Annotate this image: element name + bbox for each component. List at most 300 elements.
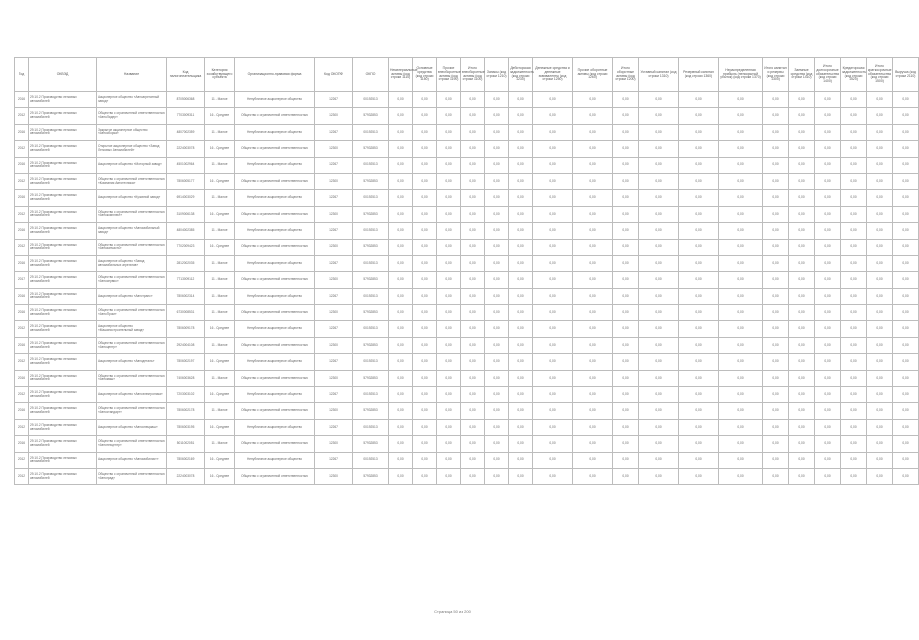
table-cell: Акционерное общество «Кузовной завод» [97,190,167,206]
table-row [15,468,919,484]
table-cell: Открытое акционерное общество «Завод Легковых Автомобилей» [97,141,167,157]
table-cell: 0,00 [679,92,719,108]
table-row [15,206,919,222]
table-cell: 0,00 [763,223,789,239]
table-cell: Непубличное акционерное общество [235,190,315,206]
table-cell: 0,00 [679,124,719,140]
table-cell: Акционерное общество «Автодеталь» [97,354,167,370]
table-cell: 7806002314 [167,288,205,304]
table-cell: 0,00 [413,321,437,337]
table-cell: Непубличное акционерное общество [235,157,315,173]
table-cell: 0,00 [763,239,789,255]
column-header: Итого внеоборотные активы (код строки 1100) [461,58,485,92]
table-cell: 0,00 [509,255,533,271]
table-cell: 0,00 [573,452,613,468]
table-cell: Общество с ограниченной ответственностью «АвтоПром» [97,305,167,321]
table-cell: 12267 [315,288,353,304]
table-cell: 29.10.2 Производство легковых автомобилей [29,387,97,403]
table-cell: 0,00 [841,337,867,353]
table-cell: 16 - Среднее [205,321,235,337]
table-cell: 0,00 [413,108,437,124]
table-cell: 12300 [315,436,353,452]
table-cell: 0,00 [389,288,413,304]
table-cell: 0,00 [719,141,763,157]
table-cell: 57932853 [353,173,389,189]
table-cell: Общество с ограниченной ответственностью [235,108,315,124]
table-cell: 0,00 [893,173,919,189]
table-cell: 0,00 [389,157,413,173]
table-cell: 12300 [315,403,353,419]
table-cell: 0,00 [639,370,679,386]
table-cell: 0,00 [389,452,413,468]
table-cell: 0,00 [893,354,919,370]
table-cell: Общество с ограниченной ответственностью [235,337,315,353]
table-cell: 0,00 [867,157,893,173]
table-cell: Акционерное общество «Машиностроительный завод» [97,321,167,337]
table-row [15,108,919,124]
table-cell: 0,00 [509,337,533,353]
table-cell: 29.10.2 Производство легковых автомобилей [29,223,97,239]
table-cell: 0,00 [573,108,613,124]
table-cell: 0,00 [533,272,573,288]
table-cell: 0,00 [509,124,533,140]
table-cell: 0,00 [763,419,789,435]
table-cell: 4804002385 [167,223,205,239]
table-cell: 0,00 [485,419,509,435]
table-cell: 0,00 [893,92,919,108]
table-cell: 0,00 [841,272,867,288]
table-cell: 0,00 [719,354,763,370]
table-cell: 0,00 [573,255,613,271]
table-cell: 2012 [15,239,29,255]
table-cell: 0,00 [533,403,573,419]
table-row [15,141,919,157]
table-cell: 0,00 [639,403,679,419]
table-cell: 0,00 [437,157,461,173]
table-cell: 7806005177 [167,173,205,189]
table-cell: 0,00 [639,387,679,403]
table-cell: 12300 [315,173,353,189]
table-cell: 0,00 [389,92,413,108]
table-cell: 0,00 [533,288,573,304]
table-cell: 0,00 [893,436,919,452]
table-cell: 0,00 [789,337,815,353]
table-cell: 0,00 [639,108,679,124]
table-cell: 0,00 [389,272,413,288]
table-cell: 0,00 [509,436,533,452]
table-cell: 57932853 [353,239,389,255]
table-cell: 0,00 [893,288,919,304]
table-cell: 0,00 [389,305,413,321]
table-cell: 0,00 [461,190,485,206]
table-cell: 4807002359 [167,124,205,140]
table-cell: 0,00 [413,223,437,239]
table-cell: 0,00 [573,288,613,304]
table-cell: 0,00 [789,223,815,239]
table-cell: 0,00 [841,157,867,173]
table-cell: 0,00 [437,108,461,124]
table-cell: 57932853 [353,272,389,288]
table-row [15,223,919,239]
table-cell: Общество с ограниченной ответственностью [235,403,315,419]
table-cell: Общество с ограниченной ответственностью [235,370,315,386]
table-cell: 12267 [315,387,353,403]
table-cell: 12267 [315,354,353,370]
table-cell: 0,00 [437,173,461,189]
table-cell: 8705006368 [167,92,205,108]
table-cell: 2016 [15,436,29,452]
table-cell: 2012 [15,108,29,124]
table-cell: 0,00 [613,92,639,108]
table-cell: 57932853 [353,206,389,222]
table-cell: 0,00 [815,173,841,189]
table-cell: 0,00 [613,272,639,288]
table-cell: 0,00 [815,206,841,222]
table-cell: 7703009311 [167,108,205,124]
table-cell: 0,00 [679,272,719,288]
table-cell: Акционерное общество «Моторный завод» [97,157,167,173]
table-cell: 29.10.2 Производство легковых автомобилей [29,436,97,452]
table-cell: 57932853 [353,141,389,157]
table-cell: 00192513 [353,321,389,337]
table-cell: 6914003029 [167,190,205,206]
table-cell: 2016 [15,337,29,353]
table-cell: 0,00 [841,173,867,189]
table-cell: 0,00 [389,255,413,271]
table-cell: Акционерное общество «Автомобильный завод» [97,223,167,239]
header-row [15,58,919,92]
table-cell: 16 - Среднее [205,108,235,124]
data-table [14,57,919,485]
table-cell: 0,00 [639,419,679,435]
table-cell: 16 - Среднее [205,452,235,468]
table-cell: 29.10.2 Производство легковых автомобилей [29,305,97,321]
table-cell: 0,00 [867,223,893,239]
table-cell: 0,00 [613,173,639,189]
table-cell: 0,00 [763,370,789,386]
table-cell: 0,00 [763,108,789,124]
table-cell: 0,00 [639,190,679,206]
table-cell: Общество с ограниченной ответственностью «Автосервис» [97,272,167,288]
column-header: Итого краткосрочные обязательства (код строки 1500) [867,58,893,92]
table-cell: 2016 [15,92,29,108]
table-cell: 0,00 [613,403,639,419]
table-cell: 29.10.2 Производство легковых автомобилей [29,337,97,353]
table-cell: 0,00 [533,223,573,239]
table-cell: 0,00 [413,206,437,222]
table-cell: 0,00 [509,354,533,370]
table-cell: 12300 [315,370,353,386]
table-cell: 0,00 [413,239,437,255]
table-cell: 0,00 [485,173,509,189]
table-cell: 0,00 [509,419,533,435]
table-cell: 0,00 [893,255,919,271]
table-cell: 0,00 [867,206,893,222]
table-cell: 0,00 [437,387,461,403]
table-cell: 0,00 [573,436,613,452]
table-cell: 2016 [15,190,29,206]
table-cell: 0,00 [485,436,509,452]
table-cell: 0,00 [413,387,437,403]
table-cell: 11 - Малое [205,305,235,321]
table-cell: 2016 [15,305,29,321]
table-cell: 0,00 [413,157,437,173]
table-cell: 0,00 [485,124,509,140]
table-cell: 29.10.2 Производство легковых автомобилей [29,173,97,189]
column-header: Основные средства (код строки 1150) [413,58,437,92]
table-cell: 0,00 [893,305,919,321]
table-cell: 0,00 [679,206,719,222]
table-cell: 0,00 [639,206,679,222]
table-cell: 0,00 [413,190,437,206]
table-cell: Общество с ограниченной ответственностью «Автоцентр» [97,337,167,353]
table-cell: 0,00 [867,141,893,157]
table-cell: 00192513 [353,288,389,304]
table-cell: 16 - Среднее [205,206,235,222]
table-cell: 0,00 [437,239,461,255]
table-cell: 16 - Среднее [205,387,235,403]
table-cell: 29.10.2 Производство легковых автомобилей [29,190,97,206]
table-cell: 0,00 [789,124,815,140]
table-cell: 0,00 [679,157,719,173]
table-cell: 0,00 [815,321,841,337]
table-cell: 0,00 [533,468,573,484]
table-cell: 0,00 [679,419,719,435]
table-cell: 0,00 [533,239,573,255]
table-cell: 0,00 [815,419,841,435]
table-cell: 0,00 [867,173,893,189]
table-cell: 0,00 [509,223,533,239]
table-cell: 57932853 [353,436,389,452]
table-cell: 0,00 [509,272,533,288]
table-cell: 0,00 [789,108,815,124]
table-cell: 0,00 [763,305,789,321]
table-cell: 0,00 [639,321,679,337]
table-cell: 0,00 [789,452,815,468]
table-cell: 0,00 [867,255,893,271]
table-cell: 0,00 [639,305,679,321]
table-cell: 0,00 [815,272,841,288]
table-cell: 6730008531 [167,305,205,321]
table-cell: 0,00 [613,354,639,370]
table-cell: 0,00 [679,288,719,304]
table-cell: 0,00 [413,305,437,321]
table-cell: 0,00 [533,337,573,353]
table-cell: 0,00 [461,124,485,140]
table-cell: 0,00 [679,354,719,370]
table-cell: 0,00 [639,173,679,189]
table-cell: 0,00 [413,452,437,468]
table-cell: Общество с ограниченной ответственностью «Автокомплект» [97,206,167,222]
table-cell: 11 - Малое [205,370,235,386]
table-cell: 2012 [15,468,29,484]
table-cell: Общество с ограниченной ответственностью [235,468,315,484]
table-cell: 0,00 [613,108,639,124]
table-cell: 0,00 [533,452,573,468]
table-cell: 00192513 [353,354,389,370]
table-cell: 0,00 [679,223,719,239]
table-cell: 0,00 [893,387,919,403]
table-cell: Акционерное общество «Автоагрегатный завод» [97,92,167,108]
table-cell: 0,00 [719,206,763,222]
table-cell: 0,00 [533,305,573,321]
table-cell: 0,00 [815,223,841,239]
table-cell: 0,00 [573,337,613,353]
table-row [15,173,919,189]
table-cell: 0,00 [763,157,789,173]
table-cell: 0,00 [485,305,509,321]
table-cell: 0,00 [719,272,763,288]
table-cell: 0,00 [509,321,533,337]
table-cell: 0,00 [719,288,763,304]
table-cell: 0,00 [461,157,485,173]
table-cell: 5011002051 [167,436,205,452]
table-cell: Закрытое акционерное общество «Автосборка» [97,124,167,140]
table-cell: Непубличное акционерное общество [235,255,315,271]
table-cell: 0,00 [763,387,789,403]
table-cell: 0,00 [815,141,841,157]
table-cell: 00192513 [353,223,389,239]
table-cell: 0,00 [789,92,815,108]
table-cell: 0,00 [867,108,893,124]
table-cell: 00192513 [353,92,389,108]
table-cell: Общество с ограниченной ответственностью «АвтоЛидер» [97,108,167,124]
table-cell: 2016 [15,255,29,271]
table-cell: 0,00 [485,403,509,419]
table-cell: 11 - Малое [205,255,235,271]
table-cell: 0,00 [719,468,763,484]
table-cell: 0,00 [509,206,533,222]
table-cell: Акционерное общество «Автотранс» [97,288,167,304]
table-cell: 7406003628 [167,370,205,386]
table-cell: 0,00 [613,370,639,386]
table-cell: 0,00 [841,206,867,222]
table-cell: 0,00 [389,141,413,157]
table-cell: 0,00 [533,370,573,386]
page-footer: Страница 50 из 200 [434,609,471,614]
table-cell: 0,00 [613,157,639,173]
table-cell: 0,00 [573,223,613,239]
table-cell: 0,00 [867,239,893,255]
table-cell: 0,00 [719,305,763,321]
table-cell: 0,00 [573,403,613,419]
table-cell: 0,00 [485,370,509,386]
table-cell: 0,00 [509,468,533,484]
table-cell: 0,00 [573,387,613,403]
table-cell: 0,00 [613,239,639,255]
table-cell: 16 - Среднее [205,141,235,157]
table-cell: 29.10.2 Производство легковых автомобилей [29,272,97,288]
table-cell: 0,00 [437,288,461,304]
table-cell: 0,00 [789,387,815,403]
table-cell: 0,00 [815,337,841,353]
table-cell: 0,00 [613,419,639,435]
spreadsheet [14,57,916,485]
table-cell: 0,00 [867,403,893,419]
table-cell: 0,00 [815,452,841,468]
table-cell: 0,00 [679,190,719,206]
column-header: Уставный капитал (код строки 1310) [639,58,679,92]
table-cell: 4501002964 [167,157,205,173]
table-cell: 0,00 [533,419,573,435]
table-cell: 2012 [15,173,29,189]
table-cell: 0,00 [437,223,461,239]
table-cell: 12267 [315,321,353,337]
table-cell: 0,00 [679,387,719,403]
table-cell: 0,00 [413,124,437,140]
table-cell: 00192513 [353,452,389,468]
table-cell: 0,00 [893,124,919,140]
table-cell: 0,00 [533,108,573,124]
table-row [15,124,919,140]
table-cell: 0,00 [485,239,509,255]
table-cell: 16 - Среднее [205,419,235,435]
table-row [15,452,919,468]
table-cell: 00192513 [353,419,389,435]
table-cell: 0,00 [841,370,867,386]
table-cell: 0,00 [533,157,573,173]
table-cell: 0,00 [485,272,509,288]
table-cell: 0,00 [841,419,867,435]
table-cell: 7806009178 [167,321,205,337]
table-cell: 0,00 [613,337,639,353]
table-cell: 0,00 [573,321,613,337]
table-cell: 0,00 [867,321,893,337]
column-header: Прочие внеоборотные активы (код строки 1190) [437,58,461,92]
table-cell: 29.10.2 Производство легковых автомобилей [29,255,97,271]
table-cell: Общество с ограниченной ответственностью «Автомаш» [97,370,167,386]
table-cell: 0,00 [533,92,573,108]
table-cell: 0,00 [413,255,437,271]
table-cell: 0,00 [763,321,789,337]
table-cell: 0,00 [389,206,413,222]
table-cell: 0,00 [437,321,461,337]
table-cell: 11 - Малое [205,272,235,288]
column-header: Код налогоплательщика [167,58,205,92]
table-cell: 0,00 [461,239,485,255]
table-cell: 0,00 [841,436,867,452]
table-cell: Общество с ограниченной ответственностью [235,206,315,222]
table-cell: 0,00 [763,337,789,353]
table-cell: Акционерное общество «Автоспецмаш» [97,419,167,435]
column-header: Нематериальные активы (код строки 1110) [389,58,413,92]
table-cell: 29.10.2 Производство легковых автомобилей [29,468,97,484]
table-cell: 0,00 [613,321,639,337]
table-cell: 0,00 [437,255,461,271]
table-cell: 0,00 [789,403,815,419]
table-cell: 0,00 [613,387,639,403]
table-cell: 0,00 [509,108,533,124]
table-cell: 0,00 [893,321,919,337]
table-cell: 0,00 [815,124,841,140]
table-cell: 0,00 [461,173,485,189]
column-header: ОКПО [353,58,389,92]
table-cell: 0,00 [789,206,815,222]
table-cell: 0,00 [485,452,509,468]
table-cell: 0,00 [573,157,613,173]
table-cell: 0,00 [789,288,815,304]
table-cell: 0,00 [719,419,763,435]
table-cell: 2016 [15,370,29,386]
table-cell: 0,00 [413,337,437,353]
column-header: Категория хозяйствующего субъекта [205,58,235,92]
table-cell: 0,00 [867,387,893,403]
table-cell: 0,00 [789,354,815,370]
table-cell: 0,00 [893,206,919,222]
table-cell: 0,00 [893,190,919,206]
table-cell: 0,00 [389,436,413,452]
table-cell: 0,00 [413,403,437,419]
